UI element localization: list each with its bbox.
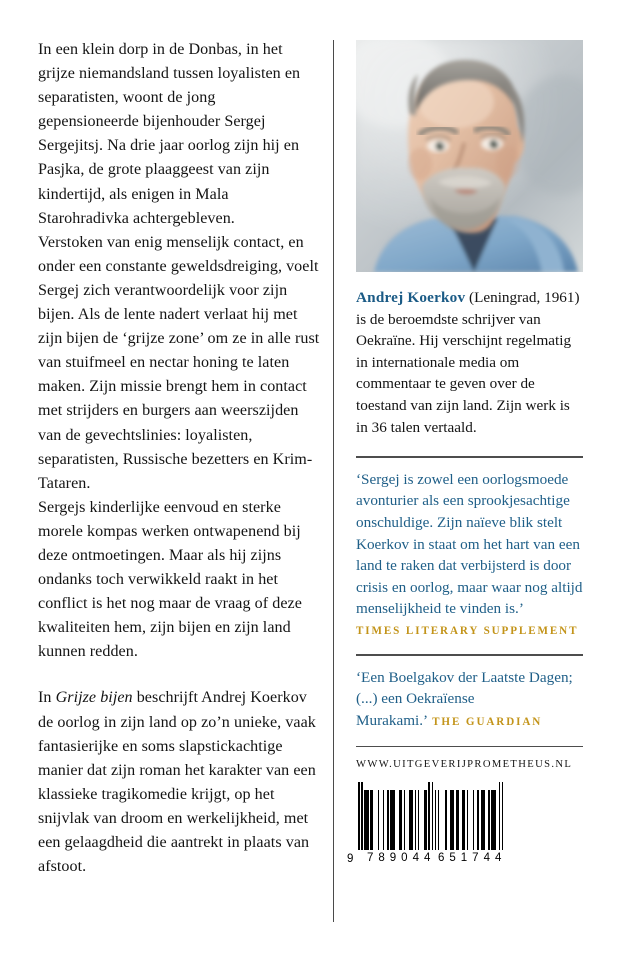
barcode-digits — [347, 851, 504, 866]
barcode-inner — [347, 782, 504, 866]
review-quote-1-text: ‘Sergej is zowel een oorlogsmoede avonturier als een sprookjesachtige onschuldige. Zijn naïeve blik stelt Koerkov in staat om het hart van een land te raken dat verbijsterd is door crisis en oorlog, maar waar nog altijd menselijkheid te vinden is.’ — [356, 470, 583, 618]
blurb-paragraph-2: Verstoken van enig menselijk contact, en onder een constante geweldsdreiging, voelt Sergej zich verantwoordelijk voor zijn bijen. Als de lente nadert verlaat hij met zijn bijen de ‘grijze zone’ om ze in alle rust van stuifmeel en nectar honing te laten maken. Zijn missie brengt hem in contact met strijders en burgers aan weerszijden van de gevechtslinies: loyalisten, separatisten, Russische bezetters en Krim-Tataren. — [38, 233, 320, 492]
barcode-lead-digit: 9 — [347, 853, 354, 866]
review-quote-1 — [356, 469, 583, 641]
barcode-bars — [358, 782, 504, 850]
paragraph-spacer — [38, 664, 320, 686]
blurb-paragraph-1: In een klein dorp in de Donbas, in het grijze niemandsland tussen loyalisten en separatisten, woont de jong gepensioneerde bijenhouder Sergej Sergejitsj. Na drie jaar oorlog zijn hij en Pasjka, de grote plaaggeest van zijn kindertijd, als enigen in Mala Starohradivka achtergebleven. — [38, 41, 301, 227]
author-bio-text: (Leningrad, 1961) is de beroemdste schrijver van Oekraïne. Hij verschijnt regelmatig in internationale media om commentaar te geven over de toestand van zijn land. Zijn werk is in 36 talen vertaald. — [356, 289, 580, 436]
blurb-lead-text: In — [38, 689, 56, 707]
blurb-paragraph-3: Sergejs kinderlijke eenvoud en sterke morele kompas werken ontwapenend bij deze ontmoetingen. Maar als hij zijns ondanks toch verwikkeld raakt in het conflict is het nog maar de vraag of deze kwaliteiten hem, zijn bijen en zijn land kunnen redden. — [38, 498, 302, 661]
divider-rule-3 — [356, 746, 583, 748]
isbn-barcode — [347, 782, 583, 866]
publisher-website-url[interactable]: WWW.UITGEVERIJPROMETHEUS.NL — [356, 759, 573, 771]
divider-rule-2 — [356, 654, 583, 656]
book-title-italic: Grijze bijen — [55, 689, 133, 707]
divider-rule-1 — [356, 456, 583, 458]
blurb-paragraph-4 — [38, 686, 320, 879]
author-bio — [356, 287, 583, 438]
author-portrait-photo — [356, 40, 583, 272]
barcode-group-2: 6 5 1 7 4 4 — [438, 852, 502, 865]
blurb-rest-text: beschrijft Andrej Koerkov de oorlog in zijn land op zo’n unieke, vaak fantasierijke en soms slapstickachtige manier dat zijn roman het karakter van een klassieke tragikomedie krijgt, op het snijvlak van droom en werkelijkheid, met een gelaagdheid die aantrekt in plaats van afstoot. — [38, 689, 316, 876]
review-source-1: TIMES LITERARY SUPPLEMENT — [356, 624, 579, 637]
review-source-2: THE GUARDIAN — [432, 715, 543, 728]
portrait-illustration — [356, 40, 583, 272]
author-column — [347, 40, 583, 866]
review-quote-2-text: ‘Een Boelgakov der Laatste Dagen; (...) een Oekraïense Murakami.’ — [356, 668, 573, 729]
blurb-column — [38, 38, 320, 879]
author-name: Andrej Koerkov — [356, 289, 466, 306]
column-divider — [333, 40, 334, 922]
barcode-group-1: 7 8 9 0 4 4 — [367, 852, 431, 865]
review-quote-2 — [356, 667, 583, 732]
